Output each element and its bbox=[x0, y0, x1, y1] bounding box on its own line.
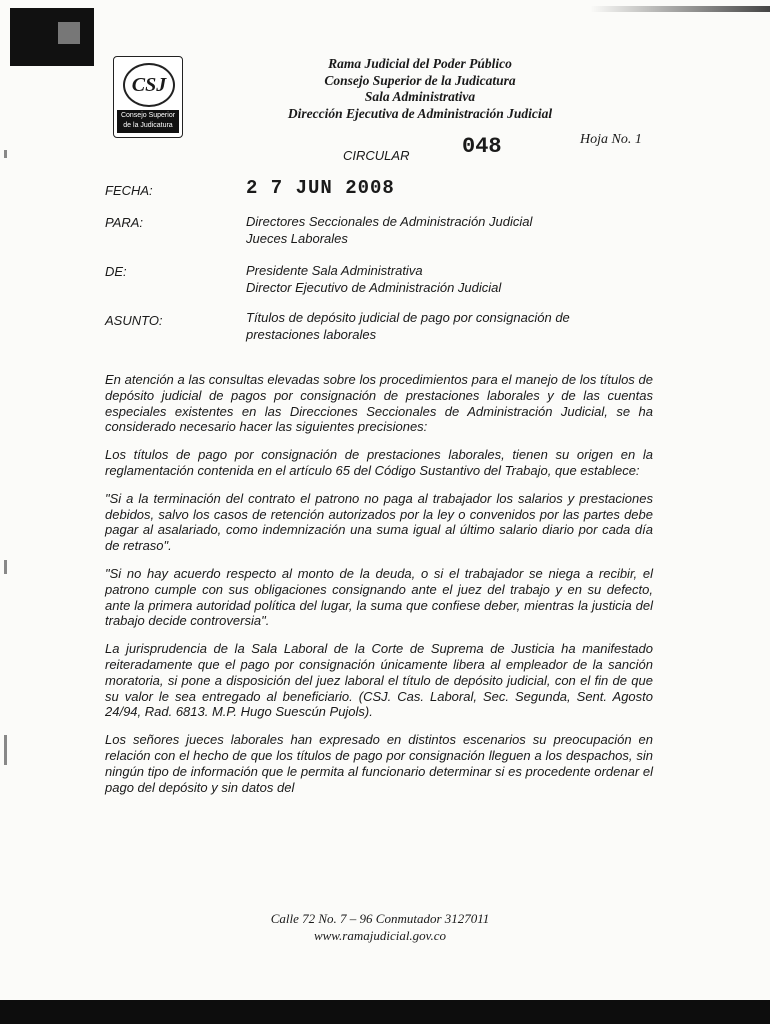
fecha-value: 2 7 JUN 2008 bbox=[246, 177, 395, 199]
asunto-label: ASUNTO: bbox=[105, 313, 163, 328]
scan-speck bbox=[4, 560, 7, 574]
body-paragraph: "Si no hay acuerdo respecto al monto de la deuda, o si el trabajador se niega a recibir, el patrono cumple con sus obligaciones consignando ante el juez del trabajo y en su defecto, ante la primera autoridad política del lugar, la suma que confiese deber, mientras la justicia del trabajo decide controversia". bbox=[105, 565, 653, 629]
asunto-line: Títulos de depósito judicial de pago por consignación de bbox=[246, 310, 570, 325]
csj-seal-icon bbox=[113, 56, 183, 138]
scan-top-streak bbox=[590, 6, 770, 12]
letterhead bbox=[190, 56, 650, 122]
scan-bottom-edge bbox=[0, 1000, 770, 1024]
de-value bbox=[246, 262, 501, 296]
seal-initials: CSJ bbox=[123, 63, 175, 107]
letterhead-line: Dirección Ejecutiva de Administración Judicial bbox=[287, 105, 553, 121]
letterhead-line: Rama Judicial del Poder Público bbox=[328, 56, 512, 71]
scan-corner-mark bbox=[10, 8, 94, 66]
circular-number: 048 bbox=[462, 134, 502, 159]
body-paragraph: "Si a la terminación del contrato el patrono no paga al trabajador los salarios y prestaciones debidos, salvo los casos de retención autorizados por la ley o convenidos por las partes debe pagar al asalariado, como indemnización una suma igual al último salario diario por cada día de retraso". bbox=[105, 490, 653, 554]
seal-subtitle: Consejo Superior de la Judicatura bbox=[117, 110, 179, 133]
para-label: PARA: bbox=[105, 215, 144, 230]
de-line: Presidente Sala Administrativa bbox=[246, 263, 423, 278]
body-text bbox=[105, 372, 653, 807]
letterhead-line: Consejo Superior de la Judicatura bbox=[324, 72, 516, 88]
scan-speck bbox=[4, 150, 7, 158]
body-paragraph: Los títulos de pago por consignación de prestaciones laborales, tienen su origen en la reglamentación contenida en el artículo 65 del Código Sustantivo del Trabajo, que establece: bbox=[105, 447, 653, 478]
body-paragraph: Los señores jueces laborales han expresado en distintos escenarios su preocupación en relación con el hecho de que los títulos de pago por consignación lleguen a los despachos, sin ningún tipo de información que le permita al funcionario determinar si es procedente ordenar el pago del depósito y sin datos del bbox=[105, 732, 653, 795]
de-label: DE: bbox=[105, 264, 127, 279]
page-number: Hoja No. 1 bbox=[580, 132, 642, 147]
scan-speck bbox=[4, 735, 7, 765]
circular-label: CIRCULAR bbox=[343, 148, 410, 163]
footer bbox=[190, 910, 570, 944]
body-paragraph: En atención a las consultas elevadas sobre los procedimientos para el manejo de los títulos de depósito judicial de pagos por consignación de prestaciones laborales y de las cuentas especiales existentes en las Direcciones Seccionales de Administración Judicial, se ha considerado necesario hacer las siguientes precisiones: bbox=[105, 372, 653, 435]
footer-website: www.ramajudicial.gov.co bbox=[313, 928, 447, 943]
de-line: Director Ejecutivo de Administración Judicial bbox=[246, 280, 502, 295]
letterhead-line: Sala Administrativa bbox=[364, 89, 476, 104]
asunto-value bbox=[246, 309, 570, 343]
footer-address: Calle 72 No. 7 – 96 Conmutador 3127011 bbox=[270, 911, 490, 926]
body-paragraph: La jurisprudencia de la Sala Laboral de la Corte de Suprema de Justicia ha manifestado reiteradamente que el pago por consignación únicamente libera al empleador de la sanción moratoria, si pone a disposición del juez laboral el título de depósito judicial, con el fin de que su valor le sea entregado al beneficiario. (CSJ. Cas. Laboral, Sec. Segunda, Sent. Agosto 24/94, Rad. 6813. M.P. Hugo Suescún Pujols). bbox=[105, 641, 653, 720]
para-line: Jueces Laborales bbox=[246, 231, 348, 246]
para-line: Directores Seccionales de Administración Judicial bbox=[246, 214, 533, 229]
para-value bbox=[246, 213, 532, 247]
fecha-label: FECHA: bbox=[105, 183, 153, 198]
asunto-line: prestaciones laborales bbox=[246, 327, 377, 342]
